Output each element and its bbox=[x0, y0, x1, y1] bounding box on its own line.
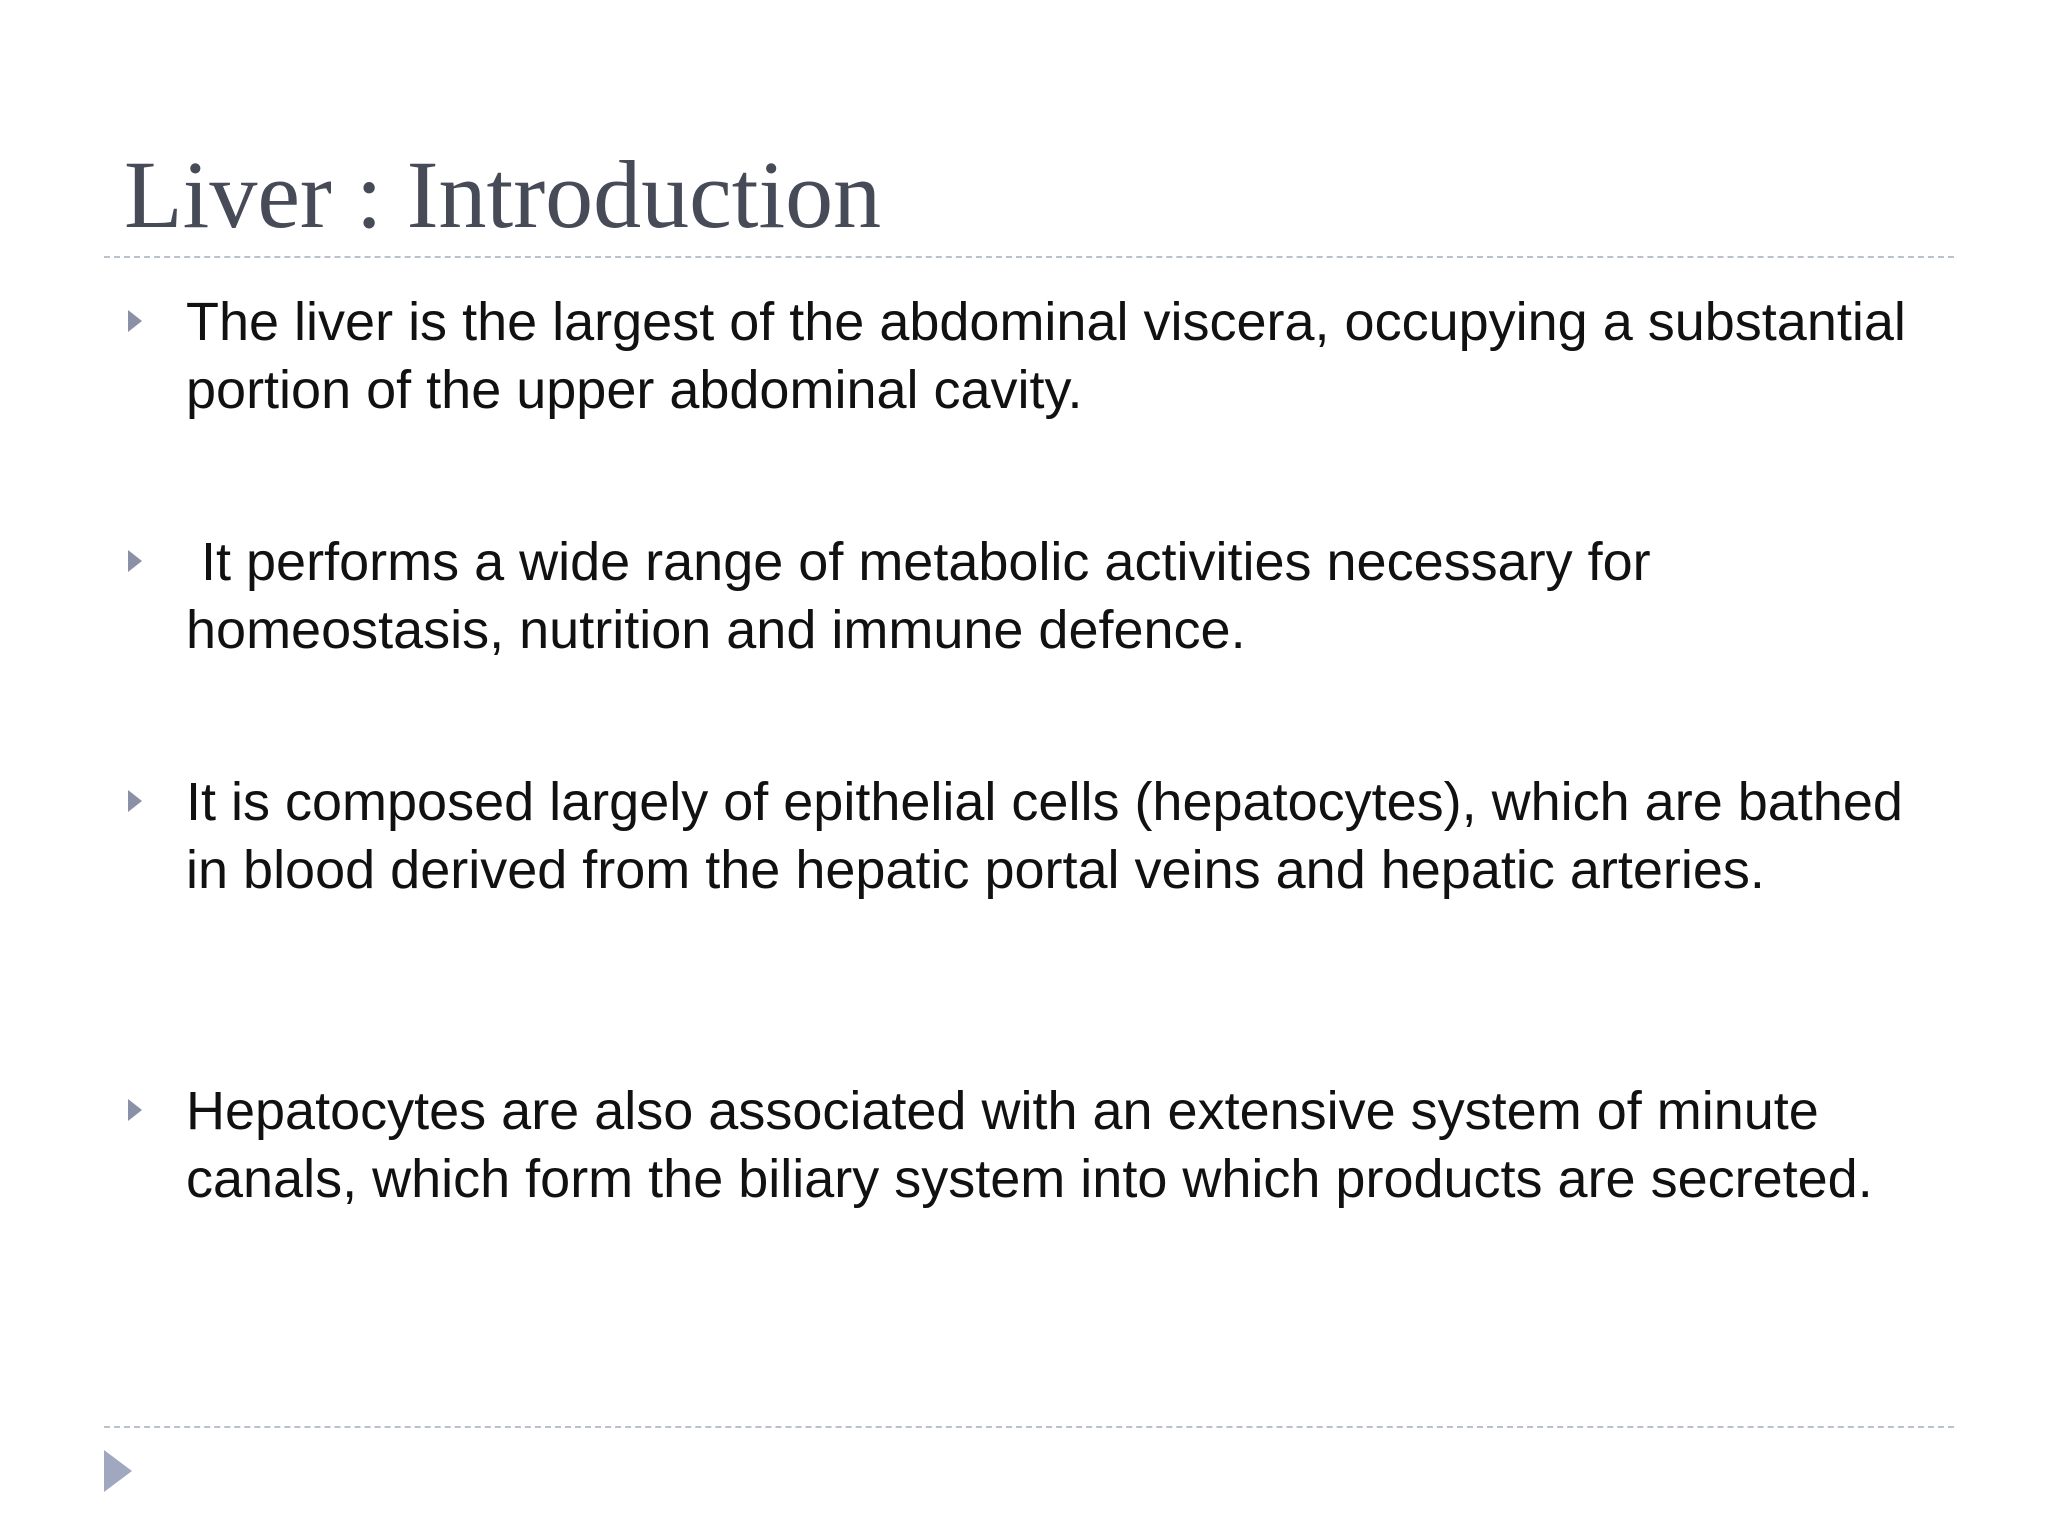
bullet-text: The liver is the largest of the abdominal viscera, occupying a substantial portion of the upper abdominal cavity. bbox=[186, 292, 1906, 420]
play-arrow-icon[interactable] bbox=[104, 1450, 132, 1492]
bullet-text: Hepatocytes are also associated with an extensive system of minute canals, which form the biliary system into which products are secreted. bbox=[186, 1081, 1873, 1209]
slide-title: Liver : Introduction bbox=[124, 141, 882, 248]
bullet-triangle-icon bbox=[128, 1099, 142, 1121]
footer-divider bbox=[104, 1426, 1954, 1428]
bullet-text: It performs a wide range of metabolic activities necessary for homeostasis, nutrition and immune defence. bbox=[186, 532, 1666, 660]
bullet-text: It is composed largely of epithelial cells (hepatocytes), which are bathed in blood derived from the hepatic portal veins and hepatic arteries. bbox=[186, 772, 1903, 900]
bullet-triangle-icon bbox=[128, 790, 142, 812]
title-divider bbox=[104, 256, 1954, 258]
bullet-triangle-icon bbox=[128, 310, 142, 332]
bullet-triangle-icon bbox=[128, 550, 142, 572]
